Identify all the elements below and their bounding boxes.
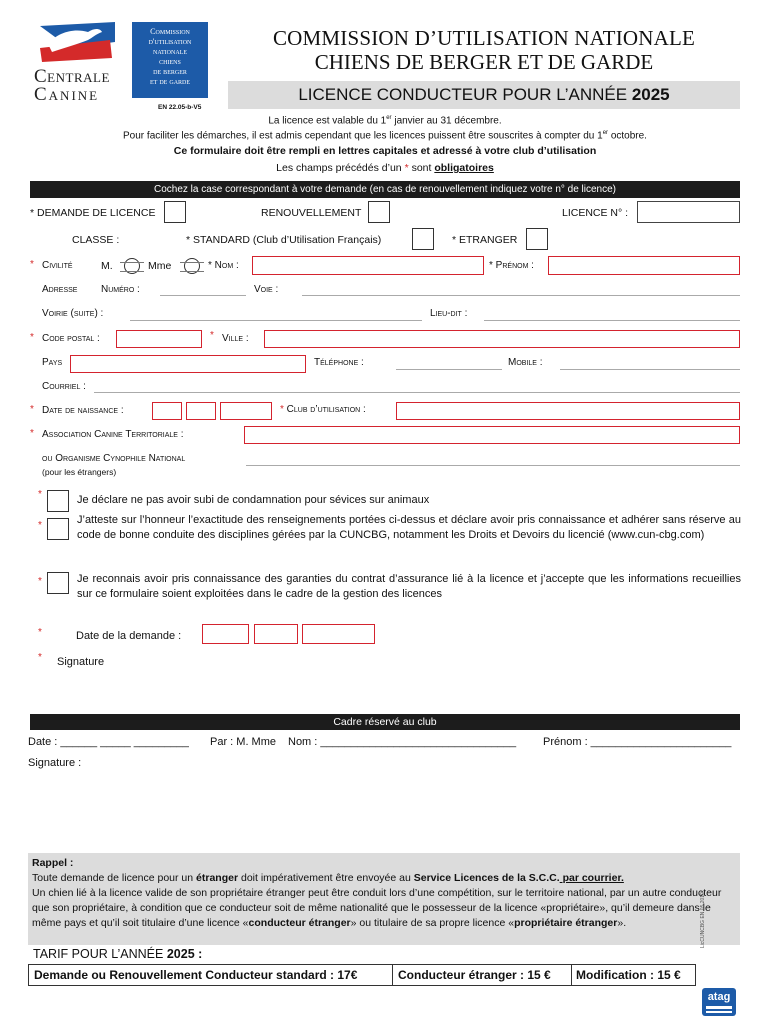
rappel-text: » ou titulaire de sa propre licence « xyxy=(350,917,515,929)
rappel-box xyxy=(28,853,740,945)
required-star: * xyxy=(38,652,42,663)
intro-sup: er xyxy=(386,115,392,121)
organisme-label: ou Organisme Cynophile National xyxy=(42,453,186,464)
civilite-mme-label: Mme xyxy=(148,260,172,272)
intro-validity xyxy=(0,115,770,126)
numero-field[interactable] xyxy=(160,295,246,296)
ville-label: Ville : xyxy=(222,333,249,344)
intro-text: janvier au 31 décembre. xyxy=(391,115,502,127)
numero-label: Numéro : xyxy=(101,284,140,295)
declaration-2-checkbox[interactable] xyxy=(47,518,69,540)
rappel-text: Toute demande de licence pour un xyxy=(32,872,197,884)
required-star: * xyxy=(404,162,409,174)
required-star: * xyxy=(30,332,34,343)
voie-label: Voie : xyxy=(254,284,279,295)
rappel-text: Un chien lié à la licence valide de son propriétaire étranger peut être conduit lors d’une compétition, sur le territoire national, par un autre conducteur que son propriétaire, à condition que ce conducteur soit de même nationalité que le possesseur de la licence «propriétaire», qu’il demeure dans le même pays et qu’il soit titulaire d’une licence « xyxy=(32,887,722,929)
tarif-modification: Modification : 15 € xyxy=(576,968,681,982)
required-star: * xyxy=(38,627,42,638)
club-label xyxy=(280,404,366,415)
declaration-2-text: J’atteste sur l’honneur l’exactitude des renseignements portées ci-dessus et déclare avoir pris connaissance et adhérer sans réserve au code de bonne conduite des disciplines gérées par la CUNCBG, notamment les Droits et Devoirs du licencié (www.cun-cbg.com) xyxy=(77,514,741,541)
rappel-text-bold: conducteur étranger xyxy=(248,917,351,929)
rappel-text-bold: Service Licences de la S.C.C. xyxy=(413,872,560,884)
rappel-text: ». xyxy=(617,917,627,929)
request-instructions-bar: Cochez la case correspondant à votre demande (en cas de renouvellement indiquez votre n° de licence) xyxy=(30,181,740,198)
club-label-text: Club d’utilisation : xyxy=(283,404,366,415)
civilite-label: Civilité xyxy=(42,260,73,271)
prenom-label: * Prénom : xyxy=(489,260,534,271)
intro-text: Pour faciliter les démarches, il est admis cependant que les licences puissent être souscrites à compter du 1 xyxy=(123,130,603,142)
mobile-field[interactable] xyxy=(560,369,740,370)
commission-box-line: Commission xyxy=(150,27,190,36)
standard-label: * STANDARD (Club d’Utilisation Français) xyxy=(186,234,382,246)
commission-box-line: de berger xyxy=(153,67,187,76)
centrale-canine-logo xyxy=(30,18,120,104)
required-star: * xyxy=(38,489,42,500)
lieu-dit-field[interactable] xyxy=(484,320,740,321)
club-section-bar: Cadre réservé au club xyxy=(30,714,740,730)
lieu-dit-label: Lieu-dit : xyxy=(430,308,468,319)
licence-number-field[interactable] xyxy=(637,201,740,223)
renouvellement-checkbox[interactable] xyxy=(368,201,390,223)
commission-logo-box xyxy=(132,22,208,98)
classe-label: CLASSE : xyxy=(72,234,120,246)
atag-badge-stripe xyxy=(706,1011,732,1013)
tarif-etranger: Conducteur étranger : 15 € xyxy=(398,968,551,982)
date-demande-label: Date de la demande : xyxy=(76,630,182,642)
atag-badge xyxy=(702,988,736,1016)
code-postal-field[interactable] xyxy=(116,330,202,348)
atag-badge-text: atag xyxy=(707,991,731,1003)
telephone-field[interactable] xyxy=(396,369,502,370)
rappel-text-bold: étranger xyxy=(196,872,239,884)
prenom-field[interactable] xyxy=(548,256,740,275)
club-prenom: Prénom : _______________________ xyxy=(543,736,732,748)
rappel-text: doit impérativement être envoyée au xyxy=(238,872,414,884)
declaration-1-text: Je déclare ne pas avoir subi de condamnation pour sévices sur animaux xyxy=(77,494,430,506)
rappel-text-bold: propriétaire étranger xyxy=(514,917,618,929)
courriel-field[interactable] xyxy=(94,392,740,393)
code-postal-label: Code postal : xyxy=(42,333,100,344)
ville-field[interactable] xyxy=(264,330,740,348)
standard-checkbox[interactable] xyxy=(412,228,434,250)
renouvellement-label: RENOUVELLEMENT xyxy=(261,207,362,219)
required-star: * xyxy=(38,520,42,531)
declaration-3-checkbox[interactable] xyxy=(47,572,69,594)
required-star: * xyxy=(210,330,214,341)
etranger-checkbox[interactable] xyxy=(526,228,548,250)
birth-day-field[interactable] xyxy=(152,402,182,420)
licence-number-label: LICENCE N° : xyxy=(562,207,629,219)
rappel-paragraph-2 xyxy=(32,886,736,931)
tarif-text: TARIF POUR L’ANNÉE xyxy=(33,947,164,961)
commission-box-line: d'utilisation xyxy=(148,37,192,46)
demande-text: * DEMANDE DE LICENCE xyxy=(30,207,156,219)
licence-banner xyxy=(228,81,740,109)
tarif-standard: Demande ou Renouvellement Conducteur standard : 17€ xyxy=(34,968,358,982)
club-par: Par : M. Mme xyxy=(210,736,277,748)
nom-label: * Nom : xyxy=(208,260,239,271)
declaration-1-checkbox[interactable] xyxy=(47,490,69,512)
atag-badge-stripe xyxy=(706,1006,732,1009)
required-star: * xyxy=(30,259,34,270)
commission-box-line: et de garde xyxy=(149,77,191,86)
licence-banner-text: LICENCE CONDUCTEUR POUR L’ANNÉE xyxy=(298,85,628,104)
intro-sup: er xyxy=(602,130,609,136)
civilite-m-radio[interactable] xyxy=(124,258,140,274)
intro-capitals: Ce formulaire doit être rempli en lettres capitales et adressé à votre club d’utilisation xyxy=(173,145,597,157)
declaration-3-text: Je reconnais avoir pris connaissance des garanties du contrat d’assurance lié à la licence et j’accepte que les informations recueillies sur ce formulaire soient exploitées dans le cadre de la gestion des licences xyxy=(77,573,741,600)
demande-day-field[interactable] xyxy=(202,624,249,644)
telephone-label: Téléphone : xyxy=(314,357,364,368)
rappel-paragraph-1 xyxy=(32,871,736,886)
signature-label: Signature xyxy=(57,656,105,668)
civilite-mme-radio[interactable] xyxy=(184,258,200,274)
tarif-label xyxy=(33,947,202,961)
association-label: Association Canine Territoriale : xyxy=(42,429,184,440)
demande-year-field[interactable] xyxy=(302,624,375,644)
courriel-label: Courriel : xyxy=(42,381,86,392)
tarif-year: 2025 xyxy=(166,947,195,961)
intro-text: octobre. xyxy=(608,130,647,142)
licence-banner-year: 2025 xyxy=(631,85,670,104)
tarif-colon: : xyxy=(194,947,203,961)
logo-text-centrale: Centrale xyxy=(34,66,110,87)
club-nom: Nom : ________________________________ xyxy=(288,736,517,748)
voirie-suite-label: Voirie (suite) : xyxy=(42,308,104,319)
commission-box-line: chiens xyxy=(159,57,181,66)
required-star: * xyxy=(38,576,42,587)
voirie-suite-field[interactable] xyxy=(130,320,422,321)
commission-box-line: nationale xyxy=(153,47,187,56)
club-signature: Signature : xyxy=(28,757,82,769)
page-title-line2: CHIENS DE BERGER ET DE GARDE xyxy=(314,50,654,74)
required-star: * xyxy=(280,404,284,415)
association-field[interactable] xyxy=(244,426,740,444)
dog-logo-icon xyxy=(30,18,120,66)
page-title-line1: COMMISSION D’UTILISATION NATIONALE xyxy=(272,26,696,50)
mobile-label: Mobile : xyxy=(508,357,543,368)
intro-mandatory-word: obligatoires xyxy=(434,162,494,174)
pays-field[interactable] xyxy=(70,355,306,373)
required-star: * xyxy=(30,404,34,415)
intro-text: Les champs précédés d’un xyxy=(276,162,405,174)
etranger-label: * ETRANGER xyxy=(452,234,518,246)
required-star: * xyxy=(30,428,34,439)
tarif-divider xyxy=(571,964,572,986)
tarif-divider xyxy=(392,964,393,986)
side-code: LicCUNCBG EN 05 2019 xyxy=(700,892,706,948)
logo-text-canine: Canine xyxy=(34,84,100,105)
rappel-title: Rappel : xyxy=(32,857,74,869)
voie-field[interactable] xyxy=(302,295,740,296)
adresse-label: Adresse xyxy=(42,284,78,295)
birth-year-field[interactable] xyxy=(220,402,272,420)
birth-month-field[interactable] xyxy=(186,402,216,420)
club-date: Date : ______ _____ _________ xyxy=(28,736,189,748)
intro-facilitate xyxy=(0,130,770,141)
pays-label: Pays xyxy=(42,357,63,368)
demande-month-field[interactable] xyxy=(254,624,298,644)
organisme-field[interactable] xyxy=(246,465,740,466)
intro-mandatory xyxy=(0,162,770,174)
club-field[interactable] xyxy=(396,402,740,420)
civilite-m-label: M. xyxy=(101,260,113,272)
demande-licence-label xyxy=(30,207,155,219)
demande-licence-checkbox[interactable] xyxy=(164,201,186,223)
intro-text: sont xyxy=(408,162,435,174)
nom-field[interactable] xyxy=(252,256,484,275)
date-naissance-label: Date de naissance : xyxy=(42,405,124,416)
rappel-courrier: par courrier. xyxy=(559,872,624,884)
intro-text: La licence est valable du 1 xyxy=(268,115,387,127)
form-code: EN 22.05-b-V5 xyxy=(158,104,202,111)
etrangers-note: (pour les étrangers) xyxy=(42,467,117,477)
